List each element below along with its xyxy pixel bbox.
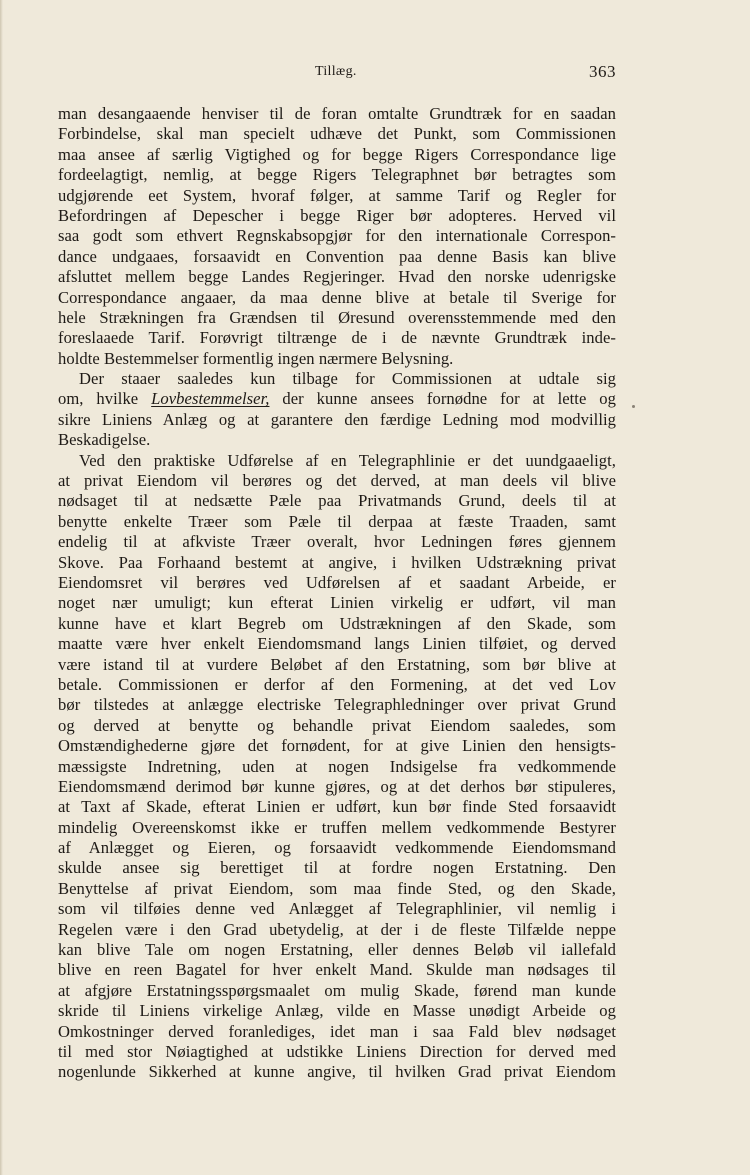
text-line: fordeelagtigt, nemlig, at begge Rigers Telegraphnet bør betragtes som — [58, 165, 616, 185]
text-line — [58, 389, 616, 409]
text-line: dance undgaaes, forsaavidt en Convention paa denne Basis kan blive — [58, 246, 616, 266]
text-line: nødsaget til at nedsætte Pæle paa Privatmands Grund, deels til at — [58, 491, 616, 511]
text-line: Regelen være i den Grad ubetydelig, at der i de fleste Tilfælde neppe — [58, 919, 616, 939]
text-line: og derved at benytte og behandle privat Eiendom saaledes, som — [58, 715, 616, 735]
text-line: Beskadigelse. — [58, 430, 151, 450]
text-line: Skove. Paa Forhaand bestemt at angive, i hvilken Udstrækning privat — [58, 552, 616, 572]
text-line: mindelig Overeenskomst ikke er truffen mellem vedkommende Bestyrer — [58, 817, 616, 837]
page-number: 363 — [589, 62, 616, 81]
text-line: Omkostninger derved foranlediges, idet man i saa Fald blev nødsaget — [58, 1021, 616, 1041]
text-line: som vil tilføies denne ved Anlægget af Telegraphlinier, vil nemlig i — [58, 899, 616, 919]
text-line: være istand til at vurdere Beløbet af den Erstatning, som bør blive at — [58, 654, 616, 674]
text-line: benytte enkelte Træer som Pæle til derpaa at fæste Traaden, samt — [58, 511, 616, 531]
text-line: Omstændighederne gjøre det fornødent, for at give Linien den hensigts- — [58, 736, 616, 756]
text-line: man desangaaende henviser til de foran omtalte Grundtræk for en saadan — [58, 104, 616, 123]
text-line: noget nær umuligt; kun efterat Linien virkelig er udført, vil man — [58, 593, 616, 613]
text-line: skulde ansee sig berettiget til at fordre nogen Erstatning. Den — [58, 858, 616, 878]
running-head: Tillæg. — [315, 64, 357, 79]
text-line: Befordringen af Depescher i begge Riger bør adopteres. Herved vil — [58, 205, 616, 225]
text-line: at Taxt af Skade, efterat Linien er udført, kun bør finde Sted forsaavidt — [58, 797, 616, 817]
text-line-segment: der kunne ansees fornødne for at lette og — [269, 389, 616, 409]
text-line: hele Strækningen fra Grændsen til Øresund overensstemmende med den — [58, 307, 616, 327]
text-line: betale. Commissionen er derfor af den Formening, at det ved Lov — [58, 674, 616, 694]
text-line: Eiendomsret vil berøres ved Udførelsen af et saadant Arbeide, er — [58, 572, 616, 592]
text-line: holdte Bestemmelser formentlig ingen nærmere Belysning. — [58, 348, 454, 368]
text-line: nogenlunde Sikkerhed at kunne angive, til hvilken Grad privat Eiendom — [58, 1062, 616, 1082]
text-line: endelig til at afkviste Træer overalt, hvor Ledningen føres gjennem — [58, 532, 616, 552]
text-line: at privat Eiendom vil berøres og det derved, at man deels vil blive — [58, 471, 616, 491]
text-line: saa godt som ethvert Regnskabsopgjør for den internationale Correspon- — [58, 226, 616, 246]
text-line: Benyttelse af privat Eiendom, som maa finde Sted, og den Skade, — [58, 878, 616, 898]
page-edge — [0, 0, 3, 1175]
page-header — [58, 64, 616, 86]
text-line: at afgjøre Erstatningsspørgsmaalet om mulig Skade, førend man kunde — [58, 980, 616, 1000]
text-line: bør tilstedes at anlægge electriske Telegraphledninger over privat Grund — [58, 695, 616, 715]
text-line: til med stor Nøiagtighed at udstikke Liniens Direction for derved med — [58, 1041, 616, 1061]
text-line: udgjørende eet System, hvoraf følger, at samme Tarif og Regler for — [58, 185, 616, 205]
text-line-segment: om, hvilke — [58, 389, 152, 409]
text-line: mæssigste Indretning, uden at nogen Indsigelse fra vedkommende — [58, 756, 616, 776]
text-line: maatte være hver enkelt Eiendomsmand langs Linien tilføiet, og derved — [58, 634, 616, 654]
emphasized-term: Lovbestemmelser, — [151, 389, 270, 409]
text-line: afsluttet mellem begge Landes Regjeringer. Hvad den norske udenrigske — [58, 267, 616, 287]
text-line: Der staaer saaledes kun tilbage for Commissionen at udtale sig — [79, 369, 616, 389]
text-line: maa ansee af særlig Vigtighed og for begge Rigers Correspondance lige — [58, 144, 616, 164]
text-line: kan blive Tale om nogen Erstatning, eller dennes Beløb vil iallefald — [58, 940, 616, 960]
body-text — [58, 104, 616, 1083]
text-line: skride til Liniens virkelige Anlæg, vilde en Masse unødigt Arbeide og — [58, 1001, 616, 1021]
text-line: foreslaaede Tarif. Forøvrigt tiltrænge de i de nævnte Grundtræk inde- — [58, 328, 616, 348]
text-line: Eiendomsmænd derimod bør kunne gjøres, og at det derhos bør stipuleres, — [58, 776, 616, 796]
text-line: Ved den praktiske Udførelse af en Telegraphlinie er det uundgaaeligt, — [79, 450, 616, 470]
text-line: af Anlægget og Eieren, og forsaavidt vedkommende Eiendomsmand — [58, 838, 616, 858]
text-line: blive en reen Bagatel for hver enkelt Mand. Skulde man nødsages til — [58, 960, 616, 980]
text-line: kunne have et klart Begreb om Udstrækningen af den Skade, som — [58, 613, 616, 633]
text-line: Correspondance angaaer, da maa denne blive at betale til Sverige for — [58, 287, 616, 307]
margin-mark — [632, 405, 635, 408]
text-line: Forbindelse, skal man specielt udhæve det Punkt, som Commissionen — [58, 124, 616, 144]
text-line: sikre Liniens Anlæg og at garantere den færdige Ledning mod modvillig — [58, 409, 616, 429]
